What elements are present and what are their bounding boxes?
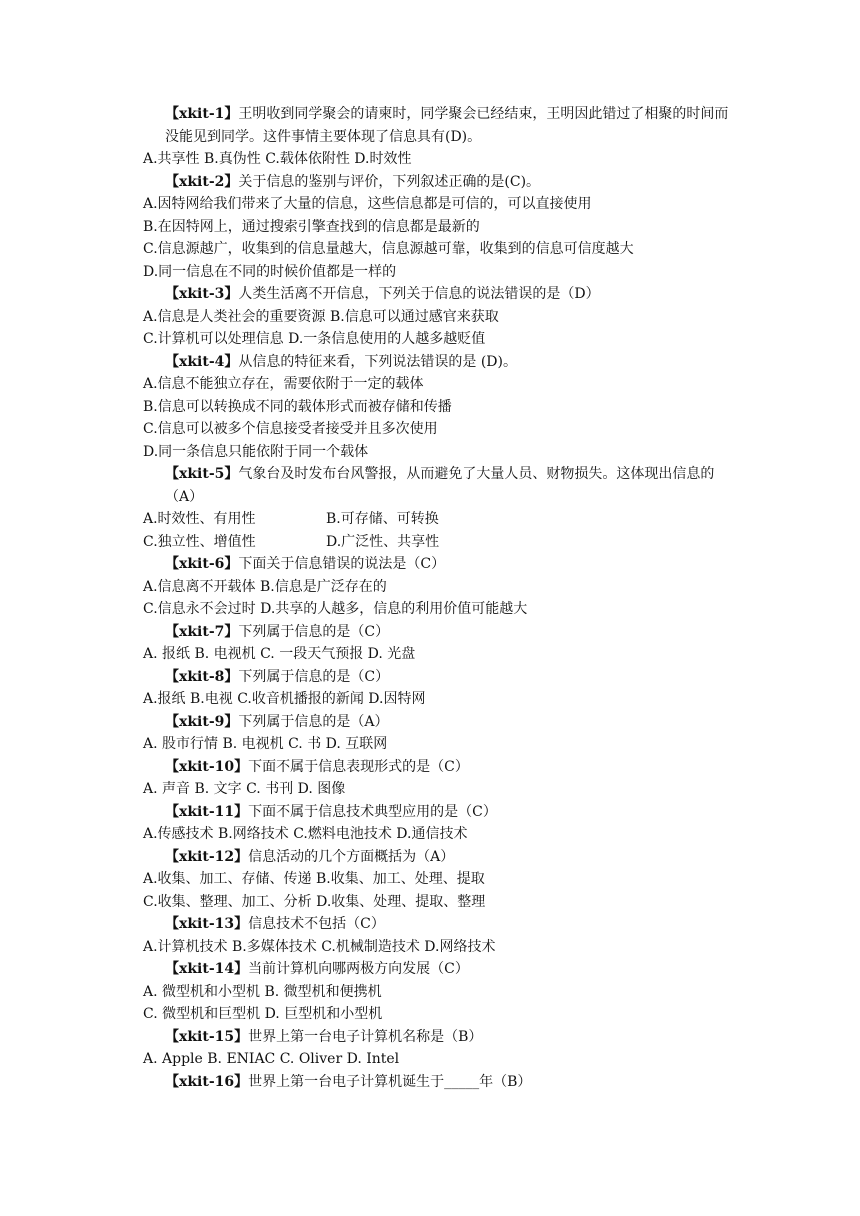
question-text: 下列属于信息的是（A） <box>238 713 389 730</box>
question-item <box>143 553 733 621</box>
answer-options: A.因特网给我们带来了大量的信息，这些信息都是可信的，可以直接使用 <box>143 196 592 212</box>
question-text: 信息活动的几个方面概括为（A） <box>248 848 455 865</box>
question-item <box>143 666 733 711</box>
answer-options-row <box>143 531 733 554</box>
answer-options: A.信息是人类社会的重要资源 B.信息可以通过感官来获取 <box>143 308 499 325</box>
question-item <box>143 958 733 1026</box>
answer-options: C.信息永不会过时 D.共享的人越多，信息的利用价值可能越大 <box>143 601 528 617</box>
answer-options: A. 报纸 B. 电视机 C. 一段天气预报 D. 光盘 <box>143 646 416 662</box>
answer-option: C.独立性、增值性 <box>143 533 256 550</box>
question-tag: 【xkit-1】 <box>165 106 239 122</box>
question-text: 世界上第一台电子计算机诞生于_____年（B） <box>248 1073 532 1090</box>
answer-options: C.收集、整理、加工、分析 D.收集、处理、提取、整理 <box>143 893 486 910</box>
question-item <box>143 283 733 351</box>
question-tag: 【xkit-15】 <box>165 1028 249 1045</box>
answer-options: A.共享性 B.真伪性 C.载体依附性 D.时效性 <box>143 151 412 167</box>
question-tag: 【xkit-14】 <box>165 961 249 977</box>
question-stem <box>143 171 733 194</box>
answer-options: B.信息可以转换成不同的载体形式而被存储和传播 <box>143 398 452 415</box>
question-text: 人类生活离不开信息，下列关于信息的说法错误的是（D） <box>238 286 600 302</box>
question-text: 下面关于信息错误的说法是（C） <box>238 556 446 572</box>
question-stem <box>143 1071 733 1094</box>
question-text: 关于信息的鉴别与评价，下列叙述正确的是(C)。 <box>238 173 541 190</box>
question-tag: 【xkit-2】 <box>165 173 239 190</box>
question-tag: 【xkit-10】 <box>165 758 249 775</box>
answer-options: A. 微型机和小型机 B. 微型机和便携机 <box>143 983 382 1000</box>
question-stem <box>143 463 733 508</box>
question-stem <box>143 103 733 148</box>
answer-option: B.可存储、可转换 <box>326 511 439 527</box>
question-text: 下面不属于信息技术典型应用的是（C） <box>248 803 497 820</box>
question-item <box>143 913 733 958</box>
question-text: 下列属于信息的是（C） <box>238 623 390 640</box>
answer-options: A.报纸 B.电视 C.收音机播报的新闻 D.因特网 <box>143 691 426 707</box>
question-tag: 【xkit-3】 <box>165 286 239 302</box>
question-stem <box>143 913 733 936</box>
question-stem <box>143 553 733 576</box>
question-item <box>143 711 733 756</box>
question-tag: 【xkit-13】 <box>165 916 249 932</box>
answer-options-row <box>143 508 733 531</box>
question-item <box>143 1071 733 1094</box>
question-tag: 【xkit-9】 <box>165 713 239 730</box>
question-item <box>143 1026 733 1071</box>
question-item <box>143 846 733 914</box>
answer-options: A.收集、加工、存储、传递 B.收集、加工、处理、提取 <box>143 871 485 887</box>
answer-options: C.信息可以被多个信息接受者接受并且多次使用 <box>143 421 438 437</box>
answer-options: D.同一条信息只能依附于同一个载体 <box>143 443 369 460</box>
question-text: 当前计算机向哪两极方向发展（C） <box>248 961 469 977</box>
question-tag: 【xkit-5】 <box>165 466 239 482</box>
answer-options: C.信息源越广，收集到的信息量越大，信息源越可靠，收集到的信息可信度越大 <box>143 241 634 257</box>
question-stem <box>143 351 733 374</box>
answer-options: A.计算机技术 B.多媒体技术 C.机械制造技术 D.网络技术 <box>143 938 496 955</box>
question-stem <box>143 801 733 824</box>
question-stem <box>143 846 733 869</box>
question-item <box>143 621 733 666</box>
question-item <box>143 171 733 284</box>
question-item <box>143 351 733 464</box>
question-stem <box>143 621 733 644</box>
question-tag: 【xkit-6】 <box>165 556 239 572</box>
answer-options: C.计算机可以处理信息 D.一条信息使用的人越多越贬值 <box>143 331 486 347</box>
question-stem <box>143 958 733 981</box>
question-item <box>143 756 733 801</box>
question-item <box>143 103 733 171</box>
question-tag: 【xkit-4】 <box>165 353 239 370</box>
question-text: 从信息的特征来看，下列说法错误的是 (D)。 <box>238 353 517 370</box>
answer-options: A. 声音 B. 文字 C. 书刊 D. 图像 <box>143 781 346 797</box>
answer-options: A.传感技术 B.网络技术 C.燃料电池技术 D.通信技术 <box>143 826 468 842</box>
answer-options: A.信息不能独立存在，需要依附于一定的载体 <box>143 376 424 392</box>
answer-options: C. 微型机和巨型机 D. 巨型机和小型机 <box>143 1006 383 1022</box>
question-text: 信息技术不包括（C） <box>248 916 385 932</box>
question-stem <box>143 1026 733 1049</box>
question-tag: 【xkit-16】 <box>165 1073 249 1090</box>
question-tag: 【xkit-11】 <box>165 803 249 820</box>
question-tag: 【xkit-12】 <box>165 848 249 865</box>
question-stem <box>143 283 733 306</box>
question-tag: 【xkit-8】 <box>165 668 239 685</box>
question-item <box>143 801 733 846</box>
answer-options: A. Apple B. ENIAC C. Oliver D. Intel <box>143 1051 400 1067</box>
question-text: 下列属于信息的是（C） <box>238 668 390 685</box>
question-text: 气象台及时发布台风警报，从而避免了大量人员、财物损失。这体现出信息的（A） <box>165 466 715 505</box>
question-text: 下面不属于信息表现形式的是（C） <box>248 758 469 775</box>
answer-option: A.时效性、有用性 <box>143 511 256 527</box>
question-tag: 【xkit-7】 <box>165 623 239 640</box>
answer-option: D.广泛性、共享性 <box>326 533 440 550</box>
answer-options: B.在因特网上，通过搜索引擎查找到的信息都是最新的 <box>143 218 480 235</box>
question-stem <box>143 711 733 734</box>
question-stem <box>143 666 733 689</box>
question-item <box>143 463 733 553</box>
question-stem <box>143 756 733 779</box>
question-text: 王明收到同学聚会的请柬时，同学聚会已经结束，王明因此错过了相聚的时间而没能见到同学。这件事情主要体现了信息具有(D)。 <box>165 106 729 145</box>
question-text: 世界上第一台电子计算机名称是（B） <box>248 1028 483 1045</box>
answer-options: A. 股市行情 B. 电视机 C. 书 D. 互联网 <box>143 736 388 752</box>
question-list <box>143 103 733 1093</box>
answer-options: D.同一信息在不同的时候价值都是一样的 <box>143 263 397 280</box>
answer-options: A.信息离不开载体 B.信息是广泛存在的 <box>143 578 387 595</box>
